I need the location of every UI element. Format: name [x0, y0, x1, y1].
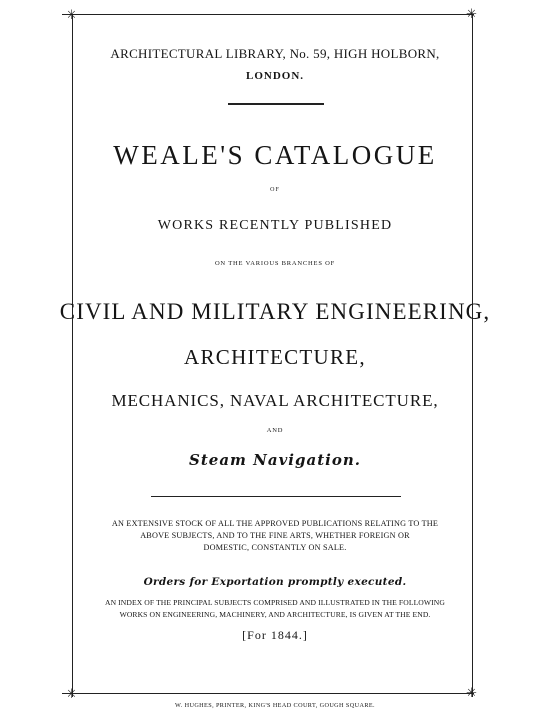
- subject-architecture: ARCHITECTURE,: [184, 345, 366, 369]
- stock-notice-line-2: ABOVE SUBJECTS, AND TO THE FINE ARTS, WHETHER FOREIGN OR: [140, 531, 410, 540]
- title-and: AND: [266, 427, 284, 434]
- stock-notice-line-1: AN EXTENSIVE STOCK OF ALL THE APPROVED PUBLICATIONS RELATING TO THE: [111, 519, 439, 528]
- subject-civil-military: CIVIL AND MILITARY ENGINEERING,: [59, 299, 491, 324]
- various-branches: ON THE VARIOUS BRANCHES OF: [214, 260, 336, 267]
- city: LONDON.: [245, 70, 305, 82]
- orders-exportation: Orders for Exportation promptly executed.: [143, 576, 407, 588]
- frame-top: [62, 14, 474, 15]
- header-rule: [228, 103, 324, 105]
- corner-ornament-top-left: ✳: [66, 7, 77, 22]
- title-of: OF: [270, 187, 280, 193]
- frame-bottom: [62, 693, 474, 694]
- subject-steam-navigation: Steam Navigation.: [189, 451, 361, 469]
- middle-rule: [151, 496, 401, 497]
- catalogue-title: WEALE'S CATALOGUE: [113, 140, 437, 170]
- works-recently-published: WORKS RECENTLY PUBLISHED: [157, 218, 393, 233]
- index-notice-line-2: WORKS ON ENGINEERING, MACHINERY, AND ARCHITECTURE, IS GIVEN AT THE END.: [119, 610, 431, 619]
- library-address: ARCHITECTURAL LIBRARY, No. 59, HIGH HOLBORN,: [110, 46, 440, 61]
- subject-mechanics-naval: MECHANICS, NAVAL ARCHITECTURE,: [111, 391, 439, 410]
- edition-year: [For 1844.]: [242, 628, 308, 642]
- printer-imprint: W. HUGHES, PRINTER, KING'S HEAD COURT, GOUGH SQUARE.: [175, 702, 375, 709]
- corner-ornament-top-right: ✳: [466, 6, 477, 21]
- index-notice-line-1: AN INDEX OF THE PRINCIPAL SUBJECTS COMPRISED AND ILLUSTRATED IN THE FOLLOWING: [105, 598, 445, 607]
- corner-ornament-bottom-left: ✳: [66, 686, 77, 701]
- corner-ornament-bottom-right: ✳: [466, 685, 477, 700]
- stock-notice-line-3: DOMESTIC, CONSTANTLY ON SALE.: [203, 543, 347, 552]
